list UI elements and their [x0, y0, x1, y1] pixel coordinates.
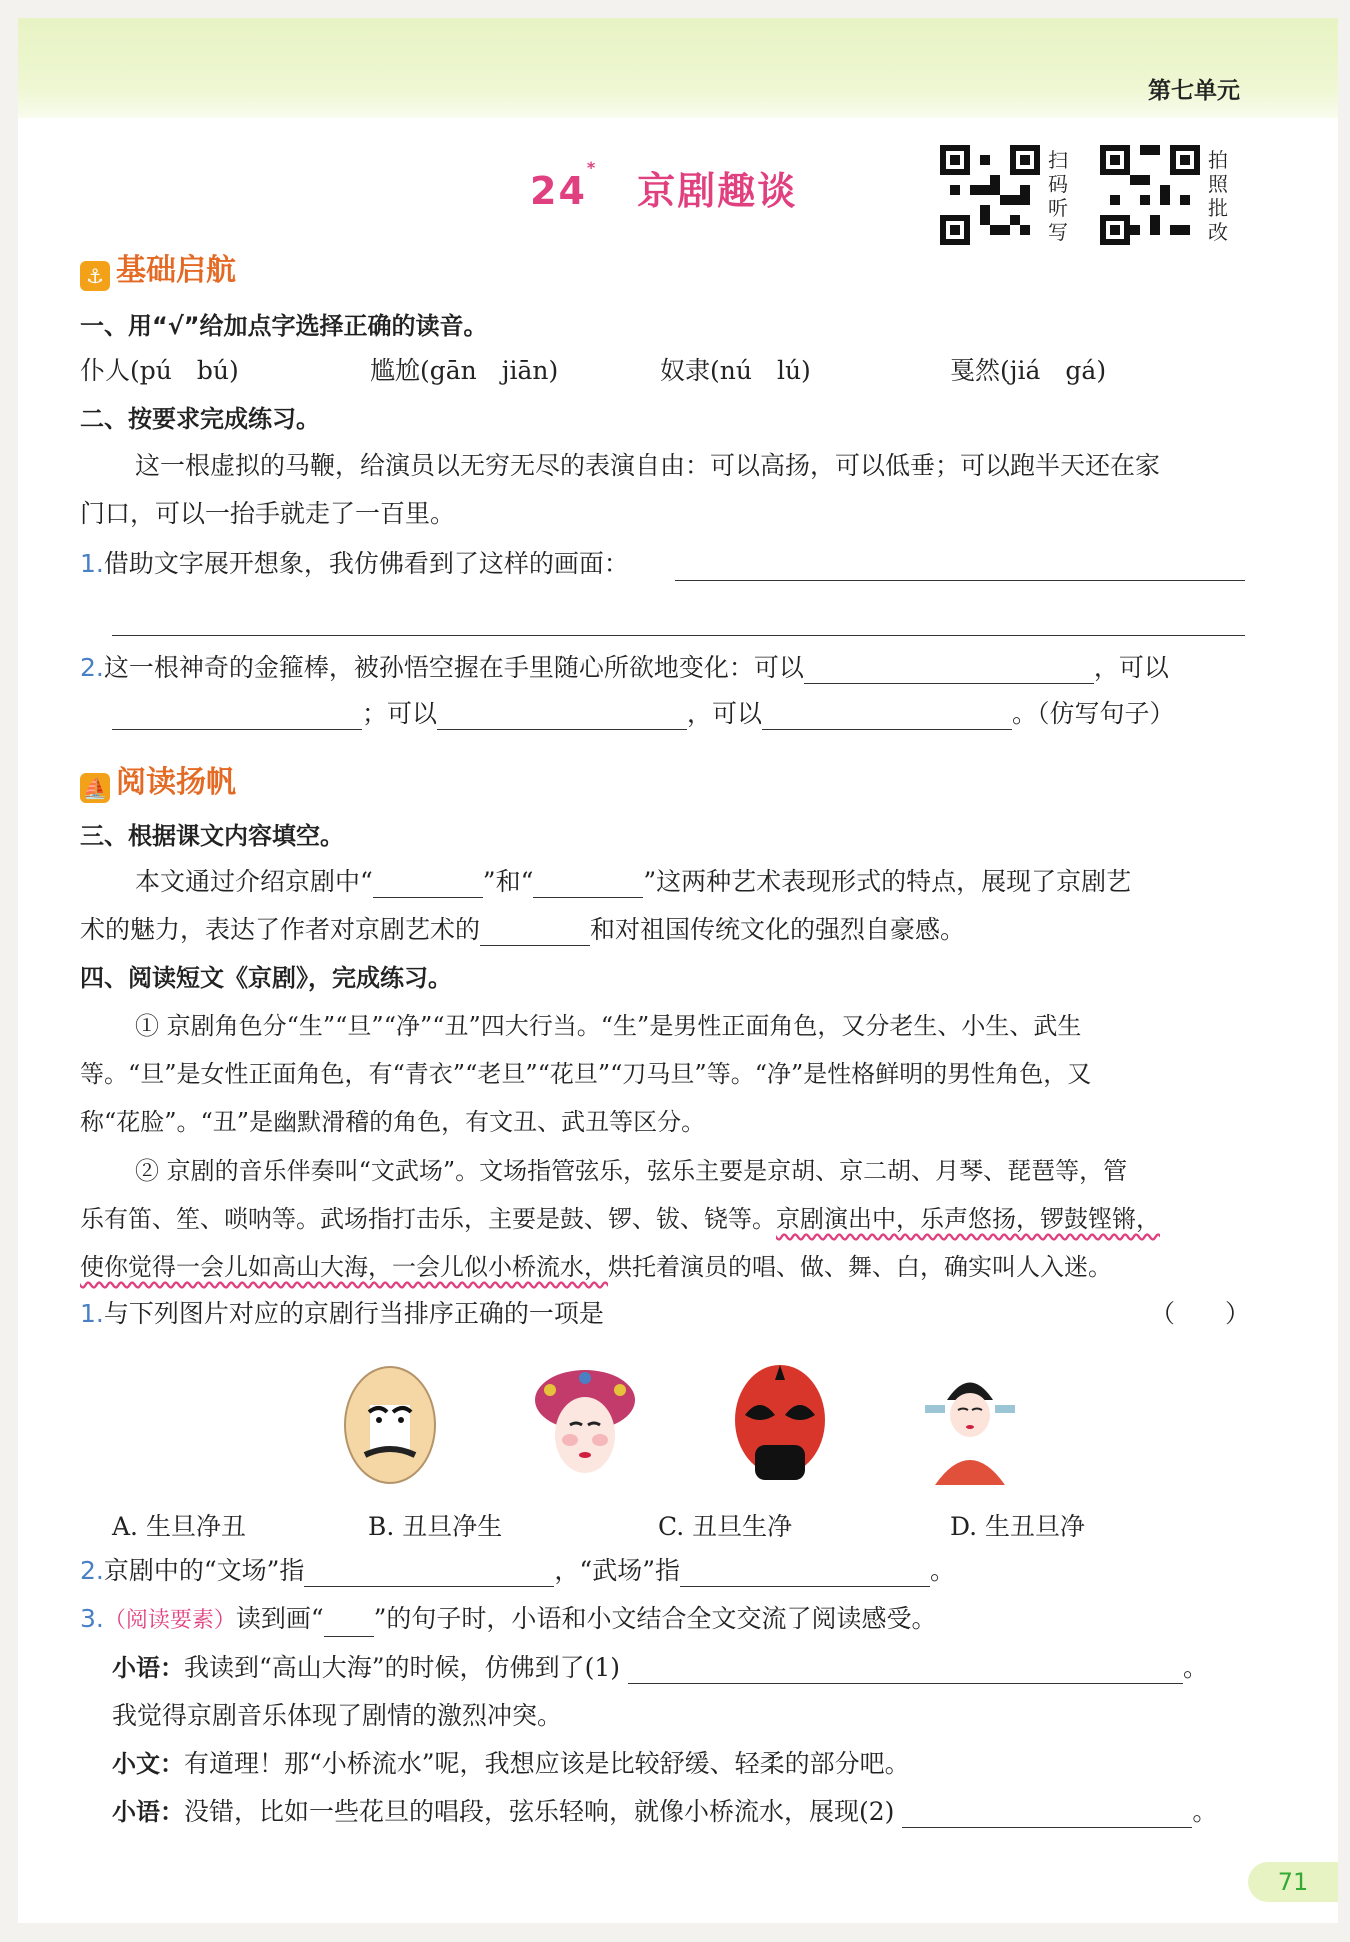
q3-heading: 三、根据课文内容填空。 — [80, 822, 344, 850]
q2-passage-line-1: 这一根虚拟的马鞭，给演员以无穷无尽的表演自由：可以高扬，可以低垂；可以跑半天还在家 — [135, 451, 1161, 480]
sub-text: ，可以 — [1093, 653, 1169, 682]
sub-number: 2. — [80, 653, 104, 682]
jing-mask-icon — [725, 1360, 835, 1490]
q4-para2-line2: 乐有笛、笙、唢呐等。武场指打击乐，主要是鼓、锣、钹、铙等。京剧演出中，乐声悠扬，锣鼓铿锵， — [80, 1205, 1160, 1233]
option-a[interactable]: A. 生旦净丑 — [112, 1512, 246, 1541]
q2-sub1 — [80, 548, 1250, 580]
dialog-line-1b: 我觉得京剧音乐体现了剧情的激烈冲突。 — [112, 1701, 563, 1730]
q4-para2-line1: ② 京剧的音乐伴奏叫“文武场”。文场指管弦乐，弦乐主要是京胡、京二胡、月琴、琵琶等，管 — [135, 1157, 1128, 1185]
q2-sub2 — [80, 652, 1250, 684]
q4-heading: 四、阅读短文《京剧》，完成练习。 — [80, 964, 452, 992]
pinyin-item: 奴隶(nú lú) — [660, 356, 811, 385]
q2-sub2-cont — [80, 698, 1250, 730]
unit-label: 第七单元 — [1148, 78, 1240, 104]
qr-grade-label: 拍照批改 — [1208, 148, 1228, 244]
dialog-line-3: 小语：没错，比如一些花旦的唱段，弦乐轻响，就像小桥流水，展现(2) 。 — [112, 1797, 1218, 1826]
lesson-title — [530, 160, 797, 215]
answer-line[interactable] — [675, 580, 1245, 581]
lesson-name: 京剧趣谈 — [637, 169, 798, 213]
speaker: 小文： — [112, 1750, 184, 1778]
header-band — [18, 18, 1338, 118]
q4-sub2: 2.京剧中的“文场”指 ，“武场”指 。 — [80, 1556, 955, 1585]
answer-blank[interactable] — [304, 1560, 554, 1587]
reading-element-tag: （阅读要素） — [103, 1608, 236, 1633]
section-reading — [80, 757, 236, 803]
q3-line-1: 本文通过介绍京剧中“ ”和“ ”这两种艺术表现形式的特点，展现了京剧艺 — [135, 867, 1132, 896]
option-d[interactable]: D. 生丑旦净 — [950, 1512, 1086, 1541]
speaker: 小语： — [112, 1654, 184, 1682]
pinyin-item: 仆人(pú bú) — [80, 356, 239, 385]
chou-mask-icon — [335, 1360, 445, 1490]
section-basic — [80, 245, 236, 291]
answer-blank[interactable] — [437, 703, 687, 730]
page-number: 71 — [1248, 1862, 1338, 1902]
pinyin-item: 尴尬(gān jiān) — [370, 356, 559, 385]
option-c[interactable]: C. 丑旦生净 — [658, 1512, 793, 1541]
answer-blank[interactable] — [680, 1560, 930, 1587]
answer-blank[interactable] — [902, 1801, 1192, 1828]
answer-blank[interactable] — [628, 1657, 1183, 1684]
q2-passage-line-2: 门口，可以一抬手就走了一百里。 — [80, 499, 456, 528]
sub-text: 。（仿写句子） — [1012, 699, 1175, 728]
lesson-number: 24 — [530, 169, 587, 213]
wavy-underlined-text: 京剧演出中，乐声悠扬，锣鼓铿锵， — [776, 1205, 1160, 1233]
speaker: 小语： — [112, 1798, 184, 1826]
sub-number: 1. — [80, 549, 104, 578]
q2-heading: 二、按要求完成练习。 — [80, 405, 320, 433]
sub-text: 这一根神奇的金箍棒，被孙悟空握在手里随心所欲地变化：可以 — [103, 653, 804, 682]
sheng-figure-icon — [915, 1360, 1025, 1490]
answer-line[interactable] — [112, 635, 1245, 636]
q4-para1-line3: 称“花脸”。“丑”是幽默滑稽的角色，有文丑、武丑等区分。 — [80, 1108, 706, 1136]
qr-code-listen-icon[interactable] — [940, 145, 1040, 245]
q4-sub1: 1.与下列图片对应的京剧行当排序正确的一项是 （ ） — [80, 1299, 1250, 1328]
answer-blank[interactable] — [533, 871, 643, 898]
answer-blank[interactable] — [112, 703, 362, 730]
section-basic-label: 基础启航 — [116, 253, 236, 288]
q4-para1-line2: 等。“旦”是女性正面角色，有“青衣”“老旦”“花旦”“刀马旦”等。“净”是性格鲜明的男性角色，又 — [80, 1060, 1092, 1088]
sub-text: 借助文字展开想象，我仿佛看到了这样的画面： — [103, 549, 629, 578]
answer-blank[interactable] — [480, 919, 590, 946]
answer-blank — [324, 1610, 374, 1637]
answer-blank[interactable] — [762, 703, 1012, 730]
pinyin-item: 戛然(jiá gá) — [950, 356, 1107, 385]
sub-text: ，可以 — [687, 699, 763, 728]
dan-mask-icon — [530, 1360, 640, 1490]
qr-listen-label: 扫码听写 — [1048, 148, 1068, 244]
dialog-line-2: 小文：有道理！那“小桥流水”呢，我想应该是比较舒缓、轻柔的部分吧。 — [112, 1749, 910, 1778]
anchor-icon: ⚓ — [80, 261, 110, 291]
answer-blank[interactable] — [804, 657, 1094, 684]
wavy-underlined-text: 使你觉得一会儿如高山大海，一会儿似小桥流水， — [80, 1253, 608, 1281]
section-reading-label: 阅读扬帆 — [116, 765, 236, 800]
answer-parens[interactable]: （ ） — [1149, 1299, 1250, 1328]
sub-text: ；可以 — [362, 699, 438, 728]
option-b[interactable]: B. 丑旦净生 — [368, 1512, 503, 1541]
lesson-star: * — [586, 158, 598, 177]
answer-blank[interactable] — [373, 871, 483, 898]
q4-para2-line3: 使你觉得一会儿如高山大海，一会儿似小桥流水，烘托着演员的唱、做、舞、白，确实叫人入迷。 — [80, 1253, 1112, 1281]
q4-para1-line1: ① 京剧角色分“生”“旦”“净”“丑”四大行当。“生”是男性正面角色，又分老生、小生、武生 — [135, 1012, 1082, 1040]
sail-icon: ⛵ — [80, 773, 110, 803]
dialog-line-1: 小语：我读到“高山大海”的时候，仿佛到了(1) 。 — [112, 1653, 1208, 1682]
qr-code-grade-icon[interactable] — [1100, 145, 1200, 245]
q4-sub3: 3.（阅读要素）读到画“ ”的句子时，小语和小文结合全文交流了阅读感受。 — [80, 1603, 1250, 1637]
q1-heading: 一、用“√”给加点字选择正确的读音。 — [80, 312, 488, 340]
q3-line-2: 术的魅力，表达了作者对京剧艺术的 和对祖国传统文化的强烈自豪感。 — [80, 915, 966, 944]
